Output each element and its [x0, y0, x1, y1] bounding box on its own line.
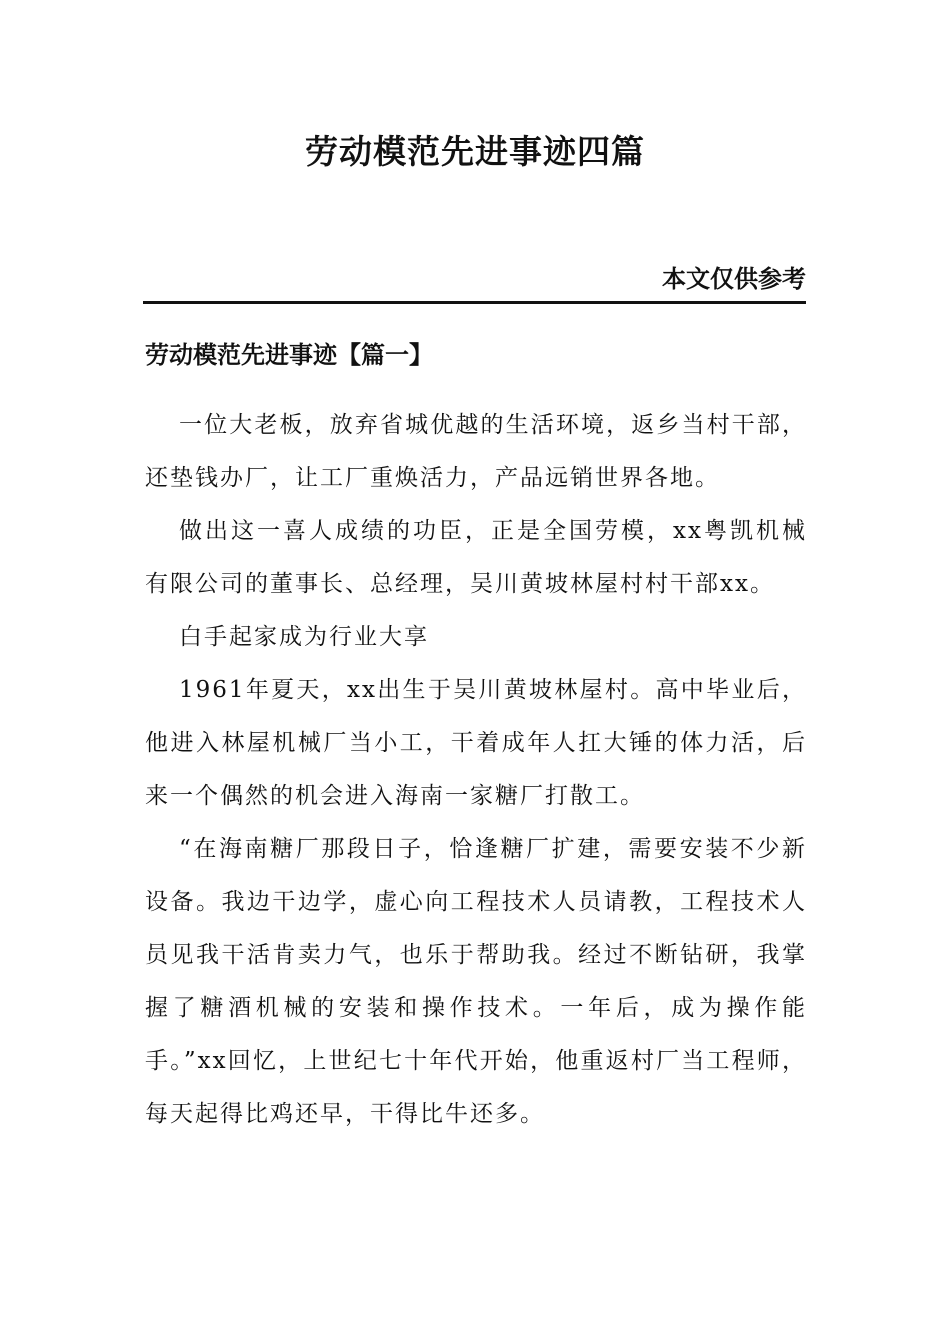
- paragraph: 做出这一喜人成绩的功臣，正是全国劳模，xx粤凯机械有限公司的董事长、总经理，吴川黄坡林屋村村干部xx。: [145, 518, 807, 597]
- body-text: [145, 399, 807, 1141]
- header-divider: [143, 301, 806, 304]
- disclaimer-text: 本文仅供参考: [662, 264, 806, 293]
- document-title: 劳动模范先进事迹四篇: [305, 132, 645, 171]
- paragraph: 1961年夏天，xx出生于吴川黄坡林屋村。高中毕业后，他进入林屋机械厂当小工，干着成年人扛大锤的体力活，后来一个偶然的机会进入海南一家糖厂打散工。: [145, 677, 807, 809]
- paragraph: 一位大老板，放弃省城优越的生活环境，返乡当村干部，还垫钱办厂，让工厂重焕活力，产品远销世界各地。: [145, 412, 807, 491]
- subheading-paragraph: 白手起家成为行业大享: [179, 624, 429, 650]
- paragraph: “在海南糖厂那段日子，恰逢糖厂扩建，需要安装不少新设备。我边干边学，虚心向工程技术人员请教，工程技术人员见我干活肯卖力气，也乐于帮助我。经过不断钻研，我掌握了糖酒机械的安装和操作技术。一年后，成为操作能手。”xx回忆，上世纪七十年代开始，他重返村厂当工程师，每天起得比鸡还早，干得比牛还多。: [145, 836, 807, 1127]
- section-heading: 劳动模范先进事迹【篇一】: [145, 340, 433, 369]
